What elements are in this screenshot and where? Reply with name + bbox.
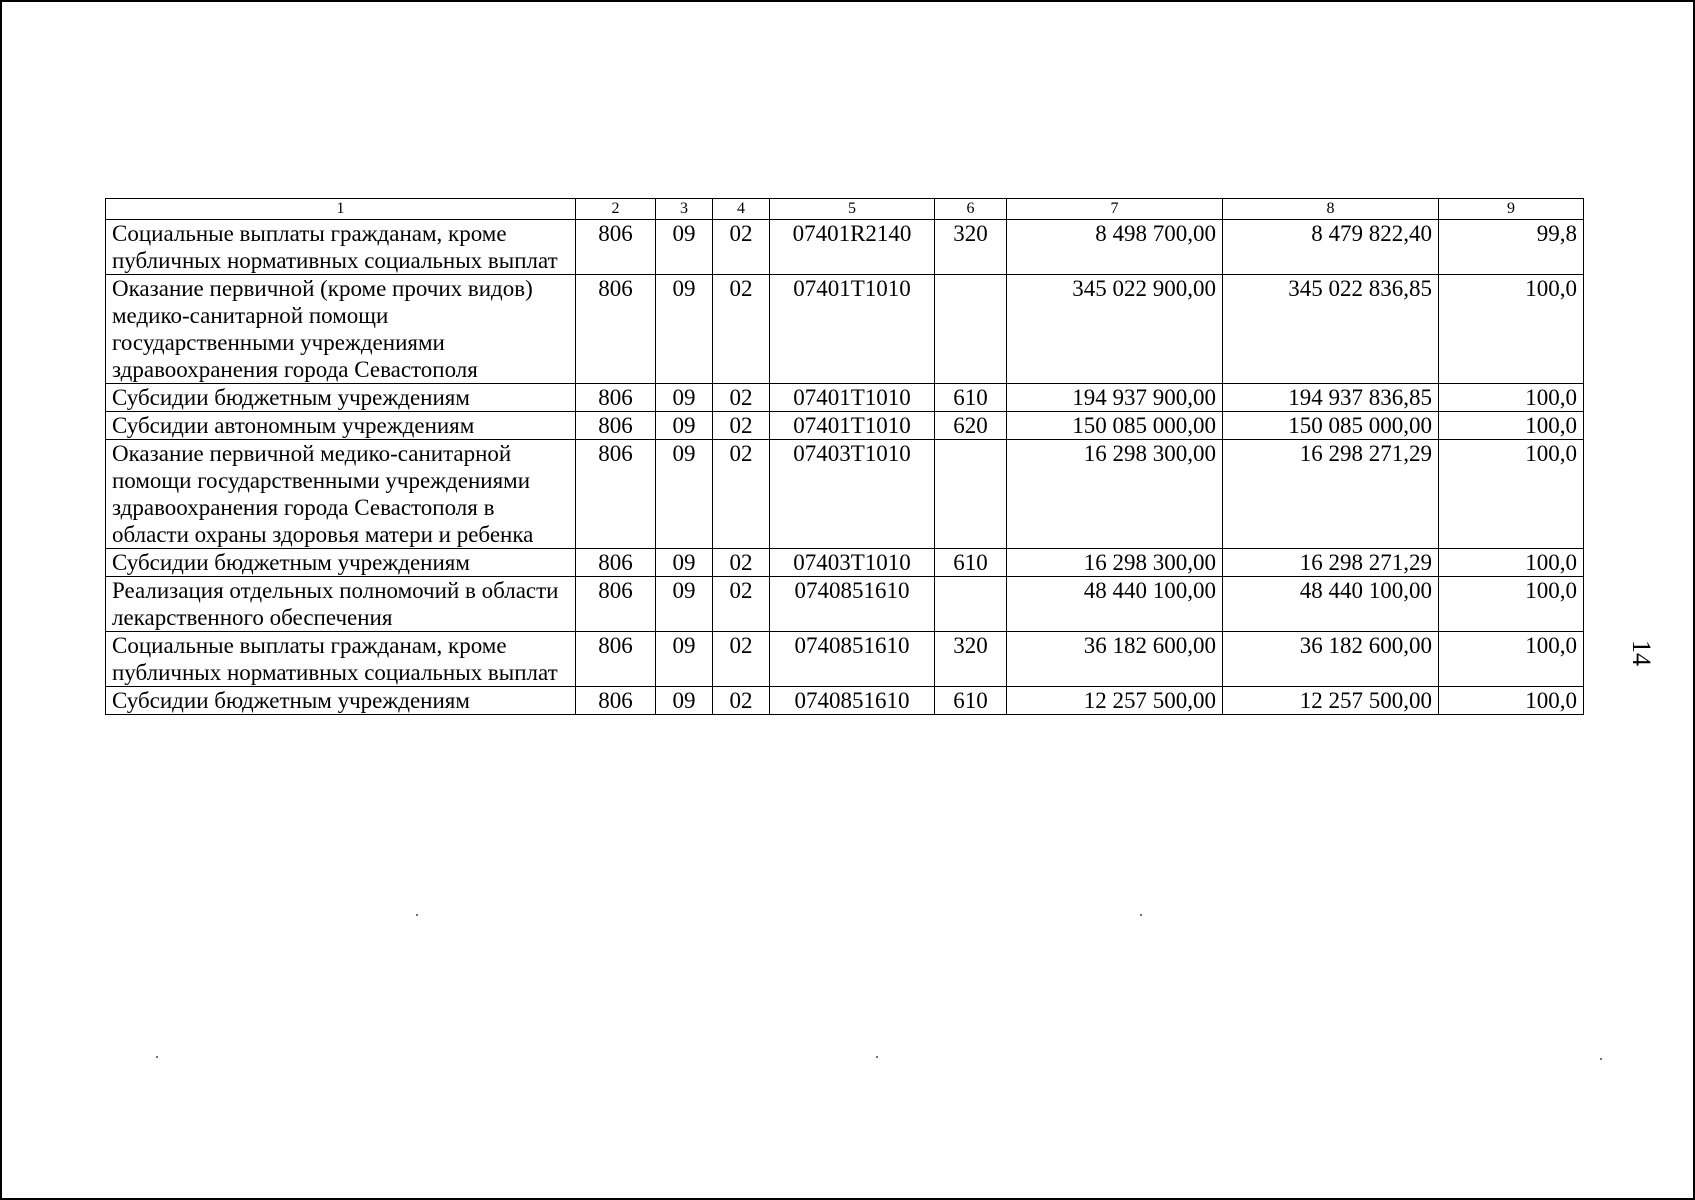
cell-executed: 8 479 822,40	[1223, 220, 1439, 275]
scan-speck	[156, 1056, 158, 1058]
cell-expense-type	[935, 275, 1007, 384]
cell-percent: 100,0	[1439, 384, 1584, 412]
cell-executed: 150 085 000,00	[1223, 412, 1439, 440]
row-name: Оказание первичной медико-санитарной помощи государственными учреждениями здравоохранения города Севастополя в области охраны здоровья матери и ребенка	[106, 440, 576, 549]
scan-speck	[1140, 914, 1142, 916]
cell-target-article: 0740851610	[770, 577, 935, 632]
row-name: Оказание первичной (кроме прочих видов) медико-санитарной помощи государственными учреждениями здравоохранения города Севастополя	[106, 275, 576, 384]
cell-planned: 194 937 900,00	[1007, 384, 1223, 412]
row-name: Субсидии бюджетным учреждениям	[106, 384, 576, 412]
header-row	[106, 199, 1584, 220]
cell-planned: 16 298 300,00	[1007, 440, 1223, 549]
column-header: 5	[770, 199, 935, 220]
table-row	[106, 220, 1584, 275]
table-row	[106, 632, 1584, 687]
column-header: 8	[1223, 199, 1439, 220]
table-row	[106, 549, 1584, 577]
cell-expense-type: 610	[935, 384, 1007, 412]
cell-percent: 100,0	[1439, 632, 1584, 687]
cell-section: 09	[656, 275, 713, 384]
cell-section: 09	[656, 687, 713, 715]
cell-section: 09	[656, 384, 713, 412]
cell-expense-type: 620	[935, 412, 1007, 440]
cell-expense-type: 610	[935, 687, 1007, 715]
cell-planned: 16 298 300,00	[1007, 549, 1223, 577]
cell-target-article: 07401R2140	[770, 220, 935, 275]
row-name: Социальные выплаты гражданам, кроме публичных нормативных социальных выплат	[106, 632, 576, 687]
cell-subsection: 02	[713, 412, 770, 440]
cell-section: 09	[656, 220, 713, 275]
cell-percent: 99,8	[1439, 220, 1584, 275]
cell-target-article: 0740851610	[770, 632, 935, 687]
cell-expense-type	[935, 577, 1007, 632]
cell-section: 09	[656, 549, 713, 577]
cell-subsection: 02	[713, 577, 770, 632]
cell-expense-type	[935, 440, 1007, 549]
cell-expense-type: 320	[935, 632, 1007, 687]
column-header: 3	[656, 199, 713, 220]
budget-table	[105, 198, 1584, 715]
cell-executed: 48 440 100,00	[1223, 577, 1439, 632]
cell-department: 806	[576, 549, 656, 577]
cell-department: 806	[576, 632, 656, 687]
cell-percent: 100,0	[1439, 549, 1584, 577]
scan-speck	[876, 1056, 878, 1058]
cell-planned: 8 498 700,00	[1007, 220, 1223, 275]
cell-section: 09	[656, 577, 713, 632]
cell-executed: 36 182 600,00	[1223, 632, 1439, 687]
cell-subsection: 02	[713, 384, 770, 412]
cell-target-article: 07403Т1010	[770, 440, 935, 549]
cell-subsection: 02	[713, 549, 770, 577]
cell-percent: 100,0	[1439, 412, 1584, 440]
cell-percent: 100,0	[1439, 275, 1584, 384]
cell-department: 806	[576, 220, 656, 275]
cell-executed: 16 298 271,29	[1223, 440, 1439, 549]
cell-planned: 345 022 900,00	[1007, 275, 1223, 384]
cell-target-article: 07401Т1010	[770, 412, 935, 440]
cell-planned: 36 182 600,00	[1007, 632, 1223, 687]
row-name: Субсидии бюджетным учреждениям	[106, 549, 576, 577]
cell-percent: 100,0	[1439, 577, 1584, 632]
row-name: Социальные выплаты гражданам, кроме публичных нормативных социальных выплат	[106, 220, 576, 275]
cell-section: 09	[656, 412, 713, 440]
cell-department: 806	[576, 275, 656, 384]
cell-department: 806	[576, 440, 656, 549]
cell-subsection: 02	[713, 440, 770, 549]
cell-planned: 150 085 000,00	[1007, 412, 1223, 440]
scan-speck	[1600, 1058, 1602, 1060]
table-row	[106, 687, 1584, 715]
cell-expense-type: 320	[935, 220, 1007, 275]
cell-expense-type: 610	[935, 549, 1007, 577]
table-row	[106, 440, 1584, 549]
column-header: 2	[576, 199, 656, 220]
cell-executed: 194 937 836,85	[1223, 384, 1439, 412]
cell-subsection: 02	[713, 632, 770, 687]
cell-department: 806	[576, 384, 656, 412]
row-name: Субсидии бюджетным учреждениям	[106, 687, 576, 715]
row-name: Реализация отдельных полномочий в области лекарственного обеспечения	[106, 577, 576, 632]
cell-subsection: 02	[713, 687, 770, 715]
cell-department: 806	[576, 412, 656, 440]
table-row	[106, 412, 1584, 440]
cell-executed: 12 257 500,00	[1223, 687, 1439, 715]
scan-speck	[416, 914, 418, 916]
page-number: 14	[1627, 640, 1656, 666]
cell-department: 806	[576, 687, 656, 715]
cell-executed: 16 298 271,29	[1223, 549, 1439, 577]
cell-target-article: 07401Т1010	[770, 275, 935, 384]
column-header: 1	[106, 199, 576, 220]
column-header: 9	[1439, 199, 1584, 220]
cell-executed: 345 022 836,85	[1223, 275, 1439, 384]
cell-section: 09	[656, 440, 713, 549]
cell-percent: 100,0	[1439, 440, 1584, 549]
cell-subsection: 02	[713, 275, 770, 384]
cell-target-article: 07403Т1010	[770, 549, 935, 577]
table-row	[106, 577, 1584, 632]
row-name: Субсидии автономным учреждениям	[106, 412, 576, 440]
cell-planned: 12 257 500,00	[1007, 687, 1223, 715]
column-header: 4	[713, 199, 770, 220]
cell-target-article: 07401Т1010	[770, 384, 935, 412]
cell-department: 806	[576, 577, 656, 632]
cell-planned: 48 440 100,00	[1007, 577, 1223, 632]
column-header: 6	[935, 199, 1007, 220]
cell-percent: 100,0	[1439, 687, 1584, 715]
table-row	[106, 384, 1584, 412]
cell-subsection: 02	[713, 220, 770, 275]
table-row	[106, 275, 1584, 384]
cell-section: 09	[656, 632, 713, 687]
column-header: 7	[1007, 199, 1223, 220]
cell-target-article: 0740851610	[770, 687, 935, 715]
